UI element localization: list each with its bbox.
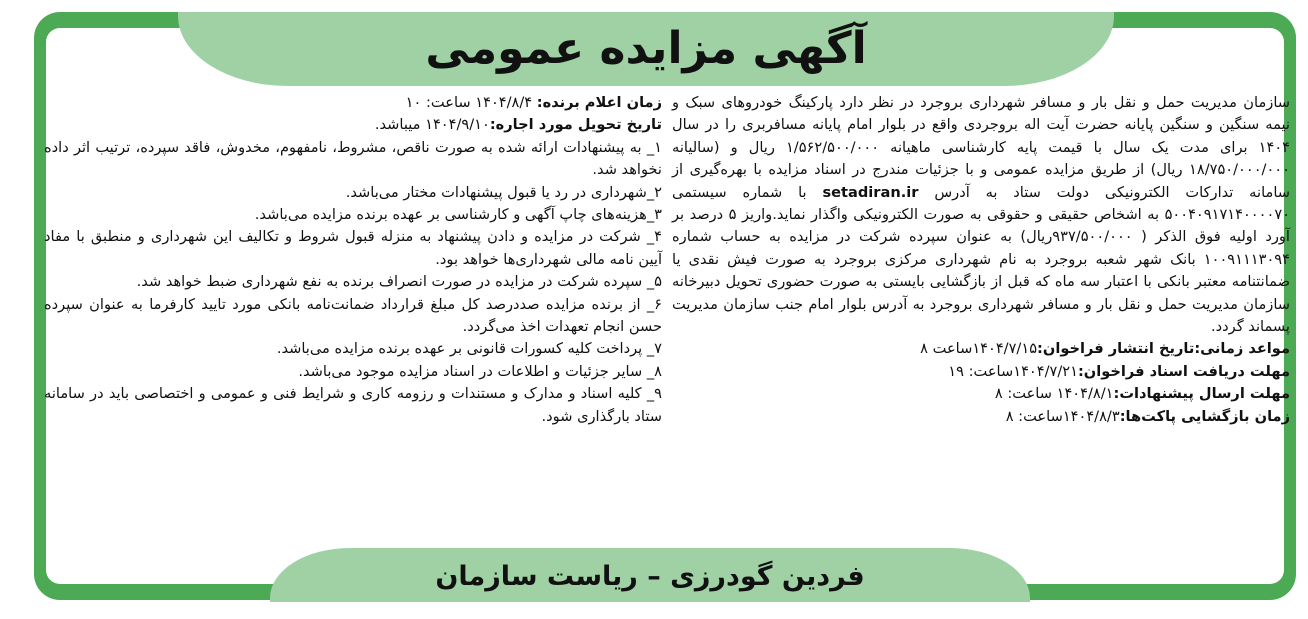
deadline-label: مهلت دریافت اسناد فراخوان: xyxy=(1077,362,1290,380)
deadline-value: ۱۴۰۴/۷/۱۵ساعت ۸ xyxy=(920,340,1038,358)
deadline-label: مواعد زمانی:تاریخ انتشار فراخوان: xyxy=(1037,340,1290,358)
deadline-label: زمان بازگشایی پاکت‌ها: xyxy=(1119,407,1290,425)
condition-item: ۶_ از برنده مزایده صددرصد کل مبلغ قرارداد ضمانت‌نامه بانکی مورد تایید کارفرما به عنوان سپرده حسن انجام تعهدات اخذ می‌گردد. xyxy=(44,295,662,336)
signature: فردین گودرزی – ریاست سازمان xyxy=(435,561,865,592)
deadline-value: ۱۴۰۴/۷/۲۱ساعت: ۱۹ xyxy=(948,362,1078,380)
announcement-text: سازمان مدیریت حمل و نقل بار و مسافر شهرداری بروجرد در نظر دارد پارکینگ خودروهای سبک و نیمه سنگین و سنگین پایانه حضرت آیت اله بروجردی واقع در بلوار امام پایانه مسافربری را در سال ۱۴۰۴ برای مدت یک سال با قیمت پایه کارشناسی ماهیانه ۱/۵۶۲/۵۰۰/۰۰۰ ریال و (سالیانه ۱۸/۷۵۰/۰۰۰/۰۰۰ ریال) از طریق مزایده عمومی و با جزئیات مندرج در اسناد مزایده با بهره‌گیری از سامانه تدارکات الکترونیکی دولت ستاد به آدرس xyxy=(672,94,1291,201)
page-title: آگهی مزایده عمومی xyxy=(425,23,867,74)
announcement-text-continued: با شماره سیستمی ۵۰۰۴۰۹۱۷۱۴۰۰۰۰۷۰ به اشخاص حقیقی و حقوقی به صورت الکترونیکی واگذار نماید.واریز ۵ درصد بر آورد اولیه فوق الذکر ( ۹۳۷/۵۰۰/۰۰۰ریال) به عنوان سپرده شرکت در مزایده به حساب شماره ۱۰۰۹۱۱۱۳۰۹۴ بانک شهر شعبه بروجرد به نام شهرداری مرکزی بروجرد به صورت فیش نقدی یا ضمانتنامه معتبر بانکی با اعتبار سه ماه که قبل از بازگشایی بایستی به صورت حضوری تحویل دبیرخانه سازمان مدیریت حمل و نقل بار و مسافر شهرداری بروجرد به آدرس بلوار امام جنب سازمان مدیریت پسماند گردد. xyxy=(672,183,1290,336)
delivery-label: تاریخ تحویل مورد اجاره: xyxy=(489,116,662,134)
condition-item: ۹_ کلیه اسناد و مدارک و مستندات و رزومه کاری و شرایط فنی و عمومی و اختصاصی باید در سامانه ستاد بارگذاری شود. xyxy=(44,385,662,425)
condition-item: ۱_ به پیشنهادات ارائه شده به صورت ناقص، مشروط، نامفهوم، مخدوش، فاقد سپرده، ترتیب اثر داده نخواهد شد. xyxy=(44,138,662,179)
deadline-publish xyxy=(672,338,1290,360)
deadline-value: ۱۴۰۴/۸/۱ ساعت: ۸ xyxy=(994,385,1114,403)
deadline-documents xyxy=(672,361,1290,383)
winner-announcement xyxy=(44,92,662,114)
condition-item: ۵_ سپرده شرکت در مزایده در صورت انصراف برنده به نفع شهرداری ضبط خواهد شد. xyxy=(136,273,662,291)
condition-item: ۴_ شرکت در مزایده و دادن پیشنهاد به منزله قبول شروط و تکالیف این شهرداری و منطبق با مفاد آیین نامه مالی شهرداری‌ها خواهد بود. xyxy=(44,228,662,268)
main-column xyxy=(672,92,1290,428)
deadline-label: مهلت ارسال پیشنهادات: xyxy=(1113,385,1290,403)
condition-item: ۸_ سایر جزئیات و اطلاعات در اسناد مزایده موجود می‌باشد. xyxy=(298,362,662,380)
delivery-date xyxy=(44,114,662,136)
condition-item: ۲_شهرداری در رد یا قبول پیشنهادات مختار می‌باشد. xyxy=(345,183,662,201)
winner-label: زمان اعلام برنده: xyxy=(536,94,662,111)
deadline-value: ۱۴۰۴/۸/۳ساعت: ۸ xyxy=(1005,407,1120,425)
delivery-value: ۱۴۰۴/۹/۱۰ میباشد. xyxy=(374,116,490,134)
conditions-column xyxy=(44,92,662,428)
deadline-submission xyxy=(672,383,1290,405)
condition-item: ۷_ پرداخت کلیه کسورات قانونی بر عهده برنده مزایده می‌باشد. xyxy=(276,340,662,358)
deadline-opening xyxy=(672,406,1290,428)
condition-item: ۳_هزینه‌های چاپ آگهی و کارشناسی بر عهده برنده مزایده می‌باشد. xyxy=(254,206,662,224)
winner-value: ۱۴۰۴/۸/۴ ساعت: ۱۰ xyxy=(405,94,533,111)
website-link[interactable]: setadiran.ir xyxy=(822,183,919,201)
announcement-body xyxy=(672,92,1290,338)
